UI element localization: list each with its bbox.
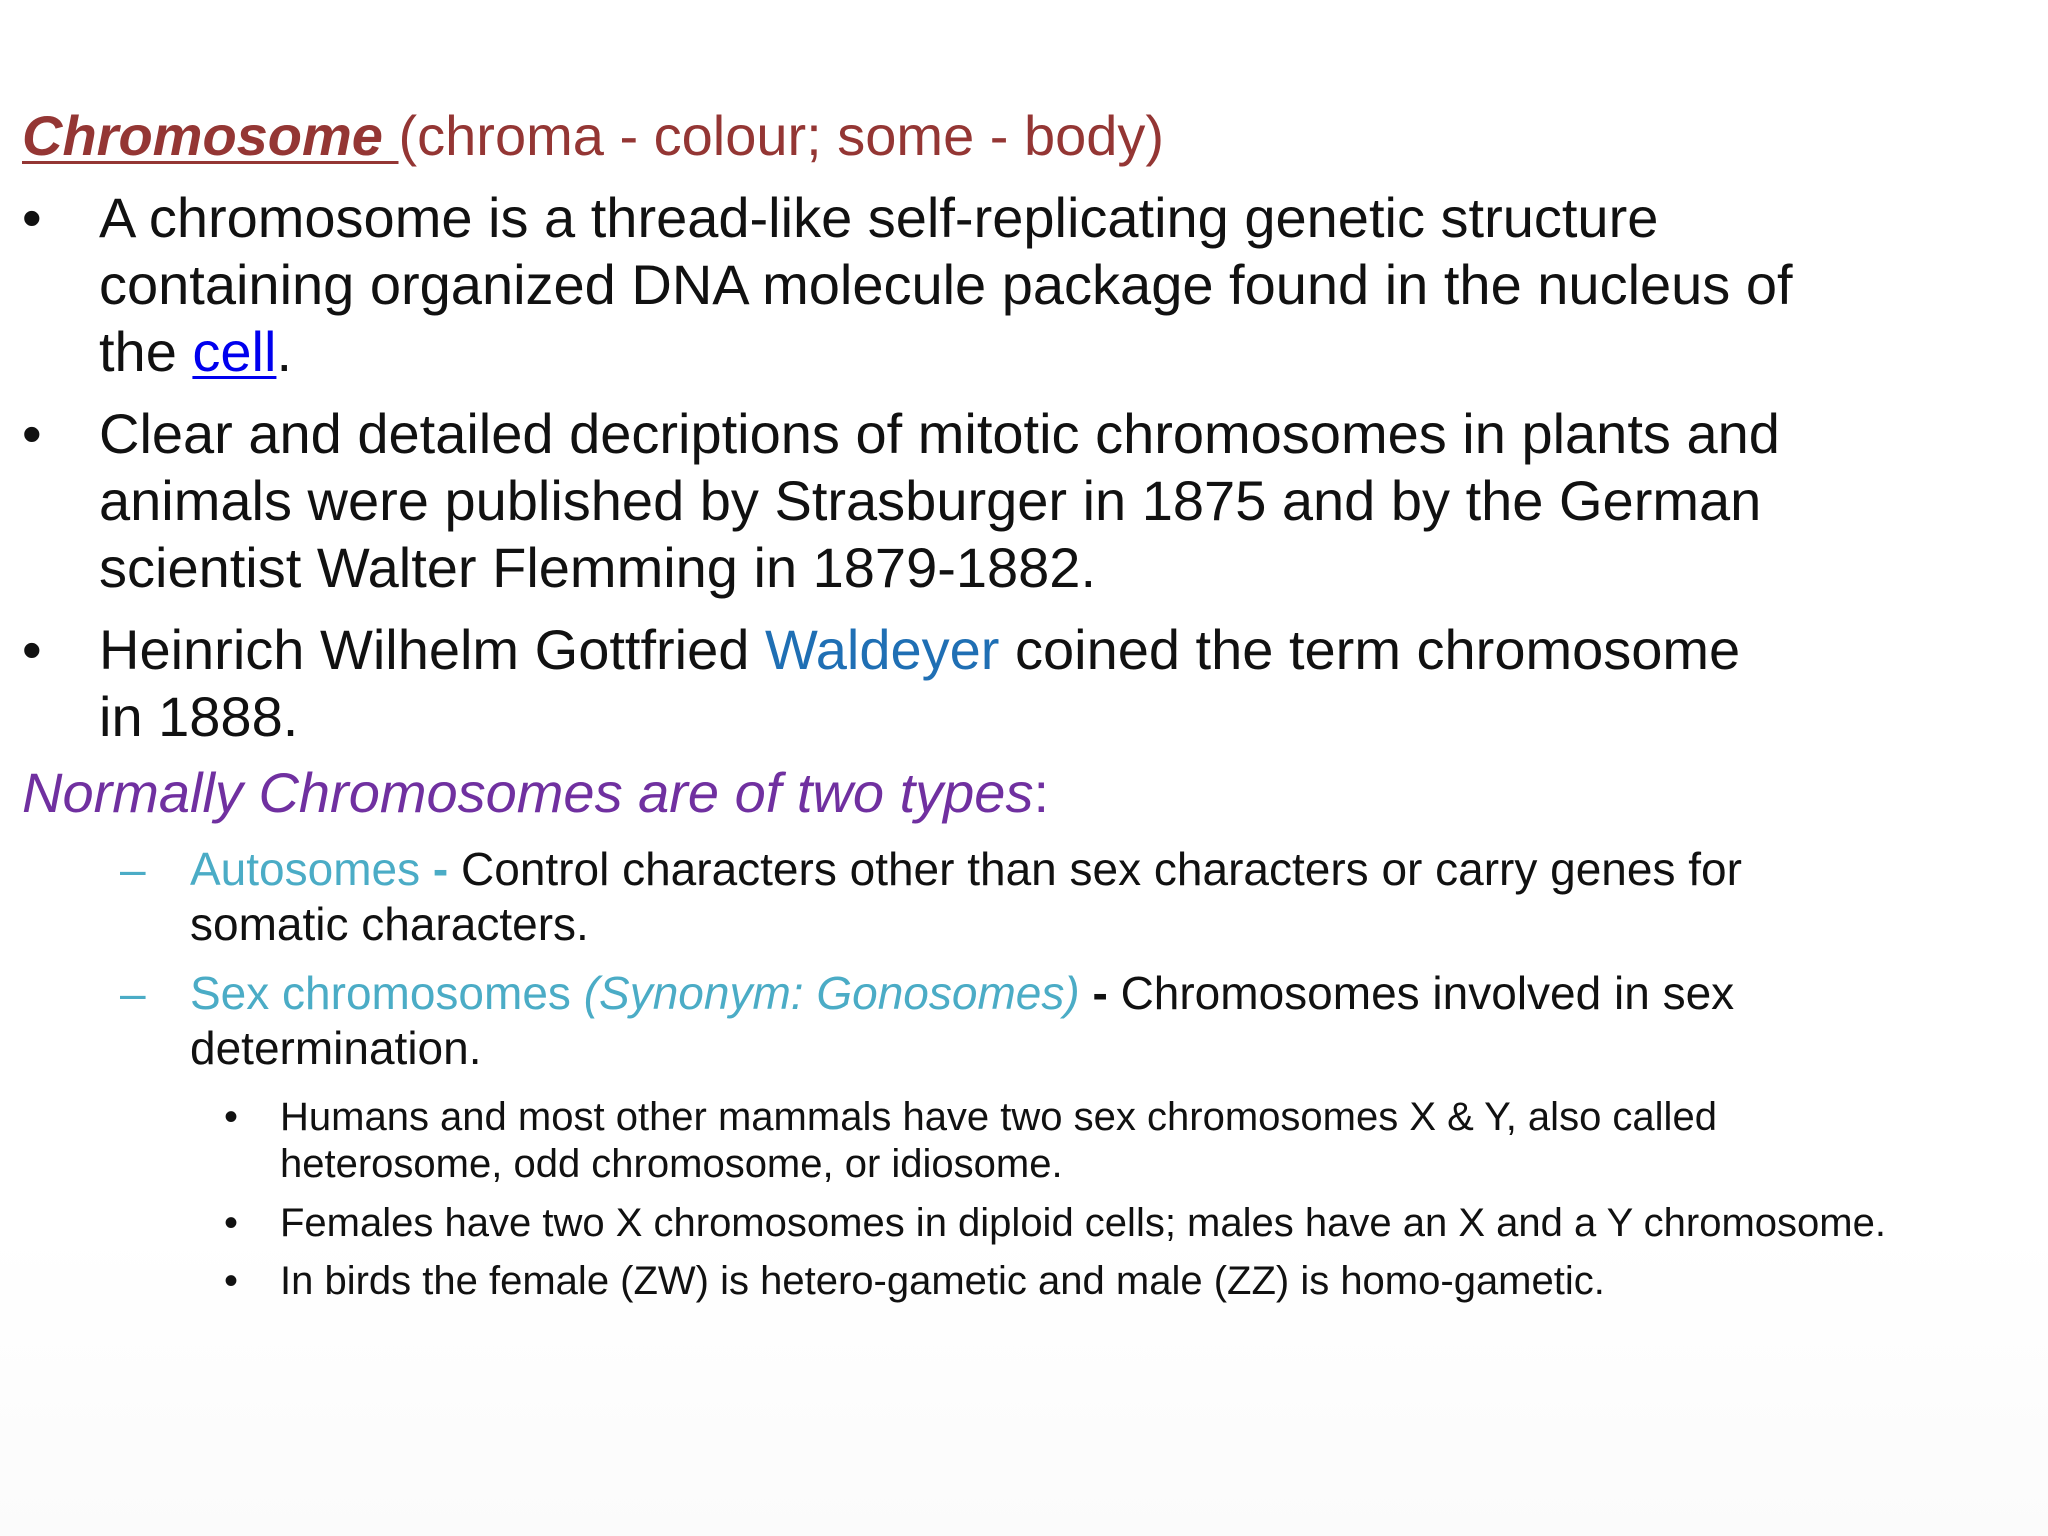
cell-link[interactable]: cell xyxy=(192,320,277,383)
detail-text xyxy=(280,1200,2040,1247)
type-line: somatic characters. xyxy=(190,898,589,950)
bullet-marker: • xyxy=(224,1259,239,1303)
line-suffix: . xyxy=(276,320,292,383)
type-sex-chromosomes xyxy=(120,966,2020,1076)
bullet-text xyxy=(99,184,2029,385)
bullet-definition xyxy=(22,184,2022,385)
bullet-line: animals were published by Strasburger in 1875 and by the German xyxy=(99,469,1762,532)
bullet-line xyxy=(99,318,2029,385)
type-term: Autosomes xyxy=(190,843,421,895)
bullet-line: containing organized DNA molecule package found in the nucleus of xyxy=(99,253,1793,316)
dash-marker: – xyxy=(120,967,146,1019)
type-text xyxy=(190,966,2048,1076)
detail-text xyxy=(280,1094,2040,1188)
bullet-marker: • xyxy=(22,402,42,465)
type-term: Sex chromosomes xyxy=(190,967,584,1019)
type-line xyxy=(190,966,2048,1021)
title-term: Chromosome xyxy=(22,104,399,167)
bullet-marker: • xyxy=(22,618,42,681)
bullet-marker: • xyxy=(224,1095,239,1139)
types-heading-colon: : xyxy=(1033,761,1050,824)
bullet-line: in 1888. xyxy=(99,685,299,748)
slide-title xyxy=(22,104,1164,168)
title-etymology: (chroma - colour; some - body) xyxy=(398,104,1165,167)
detail-line: Females have two X chromosomes in diploid cells; males have an X and a Y chromosome. xyxy=(280,1201,1886,1245)
type-synonym: (Synonym: Gonosomes) xyxy=(583,967,1080,1019)
type-separator: - xyxy=(1079,967,1121,1019)
dash-marker: – xyxy=(120,843,146,895)
type-text xyxy=(190,842,2048,952)
detail-line: In birds the female (ZW) is hetero-gametic and male (ZZ) is homo-gametic. xyxy=(280,1259,1605,1303)
type-line xyxy=(190,842,2048,897)
line-suffix: coined the term chromosome xyxy=(999,618,1741,681)
bullet-line: Clear and detailed decriptions of mitotic chromosomes in plants and xyxy=(99,402,1780,465)
type-separator: - xyxy=(420,843,462,895)
detail-line: Humans and most other mammals have two sex chromosomes X & Y, also called xyxy=(280,1095,1717,1139)
detail-text xyxy=(280,1258,2040,1305)
detail-line: heterosome, odd chromosome, or idiosome. xyxy=(280,1142,1063,1186)
bullet-marker: • xyxy=(224,1201,239,1245)
bullet-history xyxy=(22,400,2022,601)
detail-mammals xyxy=(224,1094,2024,1188)
bullet-text xyxy=(99,616,2029,750)
bullet-coined xyxy=(22,616,2022,750)
line-prefix: Heinrich Wilhelm Gottfried xyxy=(99,618,765,681)
type-desc: Chromosomes involved in sex xyxy=(1120,967,1735,1019)
types-heading xyxy=(22,760,1049,826)
bullet-line: A chromosome is a thread-like self-replicating genetic structure xyxy=(99,186,1659,249)
waldeyer-highlight: Waldeyer xyxy=(764,618,1000,681)
bullet-line: scientist Walter Flemming in 1879-1882. xyxy=(99,536,1097,599)
bullet-line xyxy=(99,616,2029,683)
bullet-marker: • xyxy=(22,186,42,249)
bullet-text xyxy=(99,400,2029,601)
line-prefix: the xyxy=(99,320,193,383)
detail-birds xyxy=(224,1258,2024,1305)
type-line: determination. xyxy=(190,1022,482,1074)
type-autosomes xyxy=(120,842,2020,952)
type-desc: Control characters other than sex characters or carry genes for xyxy=(461,843,1742,895)
types-heading-text: Normally Chromosomes are of two types xyxy=(22,761,1034,824)
detail-females-males xyxy=(224,1200,2024,1247)
